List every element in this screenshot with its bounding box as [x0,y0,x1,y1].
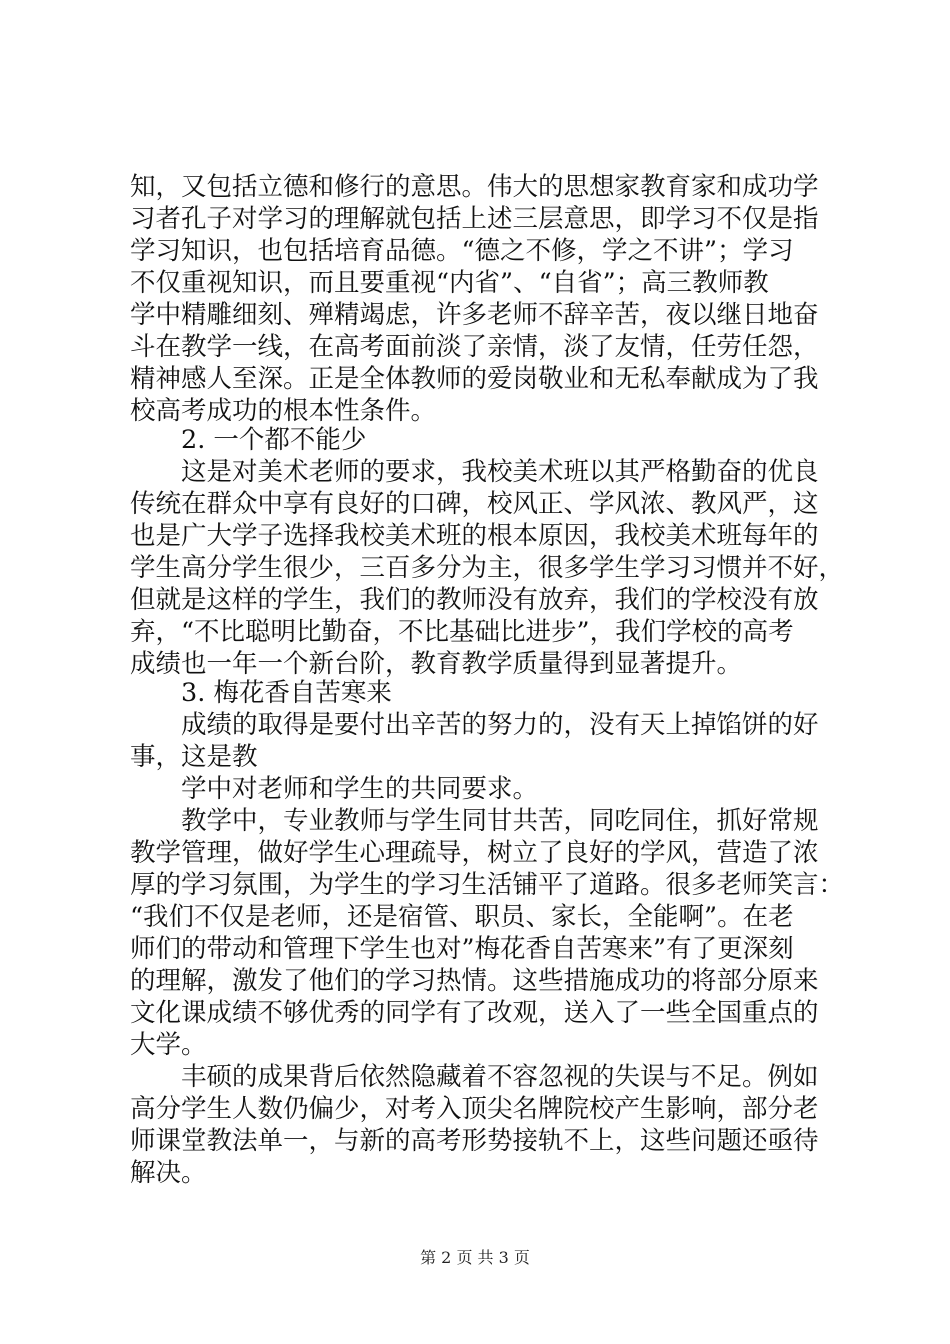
text-line: 斗在教学一线，在高考面前淡了亲情，淡了友情，任劳任怨， [130,332,819,362]
text-line: 传统在群众中享有良好的口碑，校风正、学风浓、教风严，这 [130,489,819,519]
text-line: 教学管理，做好学生心理疏导，树立了良好的学风，营造了浓 [130,838,819,868]
text-line: 学中对老师和学生的共同要求。 [181,774,539,804]
text-line: 成绩的取得是要付出辛苦的努力的，没有天上掉馅饼的好 [181,710,819,740]
section-heading: 3. 梅花香自苦寒来 [181,678,392,708]
text-line: 丰硕的成果背后依然隐藏着不容忽视的失误与不足。例如 [181,1062,819,1092]
text-line: 解决。 [130,1158,207,1188]
text-line: 事，这是教 [130,742,258,772]
text-line: 弃，“不比聪明比勤奋，不比基础比进步”，我们学校的高考 [130,617,794,647]
text-line: 不仅重视知识，而且要重视“内省”、“自省”；高三教师教 [130,268,769,298]
text-line: 师课堂教法单一，与新的高考形势接轨不上，这些问题还亟待 [130,1126,819,1156]
text-line: 但就是这样的学生，我们的教师没有放弃，我们的学校没有放 [130,585,819,615]
text-line: 精神感人至深。正是全体教师的爱岗敬业和无私奉献成为了我 [130,364,819,394]
text-line: 学生高分学生很少，三百多分为主，很多学生学习习惯并不好， [130,553,845,583]
text-line: 师们的带动和管理下学生也对”梅花香自苦寒来”有了更深刻 [130,934,794,964]
text-line: 习者孔子对学习的理解就包括上述三层意思，即学习不仅是指 [130,204,819,234]
text-line: 文化课成绩不够优秀的同学有了改观，送入了一些全国重点的 [130,998,819,1028]
page-footer: 第 2 页 共 3 页 [420,1248,530,1267]
text-line: 高分学生人数仍偏少，对考入顶尖名牌院校产生影响，部分老 [130,1094,819,1124]
text-line: 也是广大学子选择我校美术班的根本原因，我校美术班每年的 [130,521,819,551]
text-line: 厚的学习氛围，为学生的学习生活铺平了道路。很多老师笑言： [130,870,845,900]
text-line: “我们不仅是老师，还是宿管、职员、家长，全能啊”。在老 [130,902,794,932]
text-line: 这是对美术老师的要求，我校美术班以其严格勤奋的优良 [181,457,819,487]
text-line: 大学。 [130,1030,207,1060]
text-line: 校高考成功的根本性条件。 [130,396,437,426]
text-line: 学中精雕细刻、殚精竭虑，许多老师不辞辛苦，夜以继日地奋 [130,300,819,330]
text-line: 的理解，激发了他们的学习热情。这些措施成功的将部分原来 [130,966,819,996]
text-line: 学习知识，也包括培育品德。“德之不修，学之不讲”；学习 [130,236,794,266]
section-heading: 2. 一个都不能少 [181,425,367,455]
text-line: 成绩也一年一个新台阶，教育教学质量得到显著提升。 [130,649,743,679]
text-line: 教学中，专业教师与学生同甘共苦，同吃同住，抓好常规 [181,806,819,836]
text-line: 知，又包括立德和修行的意思。伟大的思想家教育家和成功学 [130,172,819,202]
